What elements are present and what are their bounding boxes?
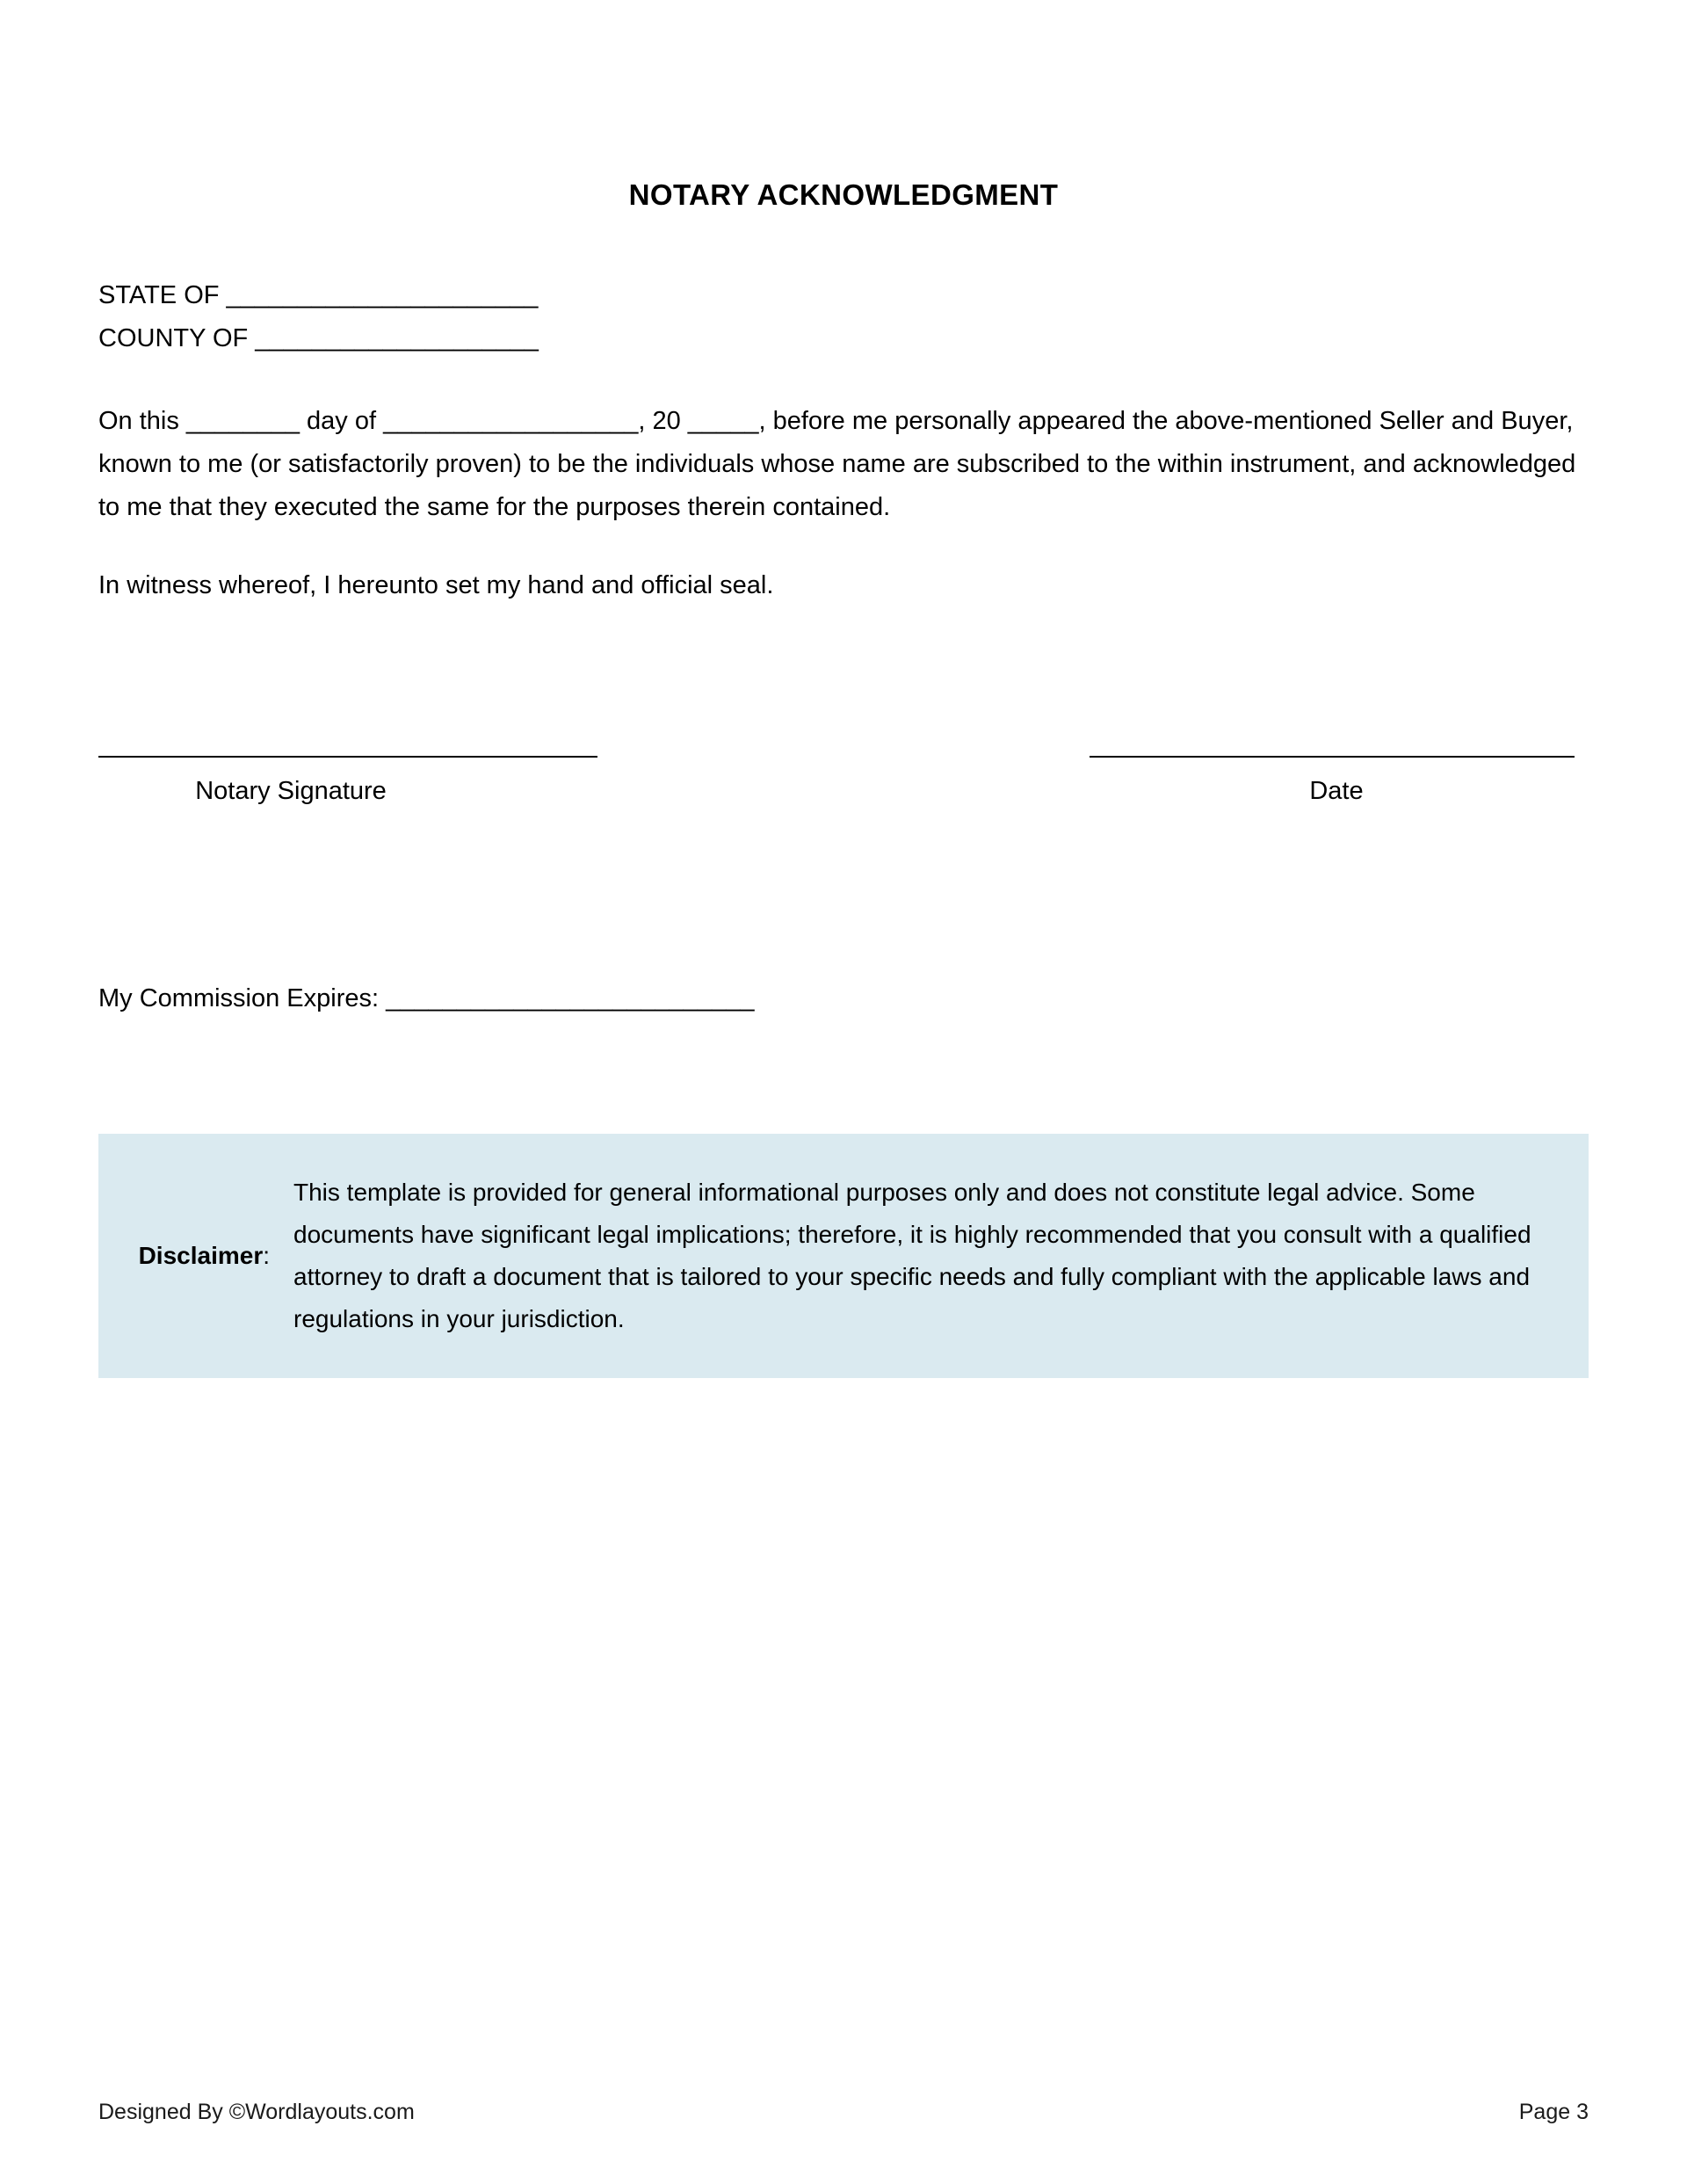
disclaimer-text: This template is provided for general informational purposes only and does not constitute legal advice. Some documents have significant legal implications; therefore, it is highly recommended that you consult with a qualified attorney to draft a document that is tailored to your specific needs and fully compliant with the applicable laws and regulations in your jurisdiction. bbox=[293, 1179, 1531, 1332]
disclaimer-label-colon: : bbox=[263, 1242, 270, 1269]
acknowledgment-body bbox=[98, 400, 1586, 607]
notary-signature-field bbox=[98, 756, 597, 806]
state-of-field: STATE OF ______________________ bbox=[98, 281, 539, 309]
notary-signature-label: Notary Signature bbox=[195, 777, 387, 805]
jurisdiction-block bbox=[98, 274, 1592, 360]
footer-credit: Designed By ©Wordlayouts.com bbox=[98, 2100, 415, 2124]
page-footer bbox=[0, 2100, 1687, 2135]
date-line[interactable] bbox=[1090, 756, 1575, 758]
county-of-field: COUNTY OF ____________________ bbox=[98, 324, 539, 352]
date-label: Date bbox=[1309, 777, 1364, 805]
date-field bbox=[1090, 756, 1575, 806]
page-title: NOTARY ACKNOWLEDGMENT bbox=[628, 178, 1059, 212]
acknowledgment-paragraph: On this ________ day of __________________, 20 _____, before me personally appeared the above-mentioned Seller and Buyer, known to me (or satisfactorily proven) to be the individuals whose name are subscribed to the within instrument, and acknowledged to me that they executed the same for the purposes therein contained. bbox=[98, 407, 1576, 521]
notary-signature-line[interactable] bbox=[98, 756, 597, 758]
disclaimer-box bbox=[98, 1134, 1589, 1378]
signature-row bbox=[0, 756, 1687, 888]
disclaimer-label-text: Disclaimer bbox=[138, 1242, 264, 1269]
footer-page-number: Page 3 bbox=[1518, 2100, 1589, 2124]
commission-expires-field: My Commission Expires: __________________________ bbox=[98, 984, 755, 1012]
witness-paragraph: In witness whereof, I hereunto set my hand and official seal. bbox=[98, 571, 774, 599]
disclaimer-label bbox=[98, 1242, 270, 1270]
